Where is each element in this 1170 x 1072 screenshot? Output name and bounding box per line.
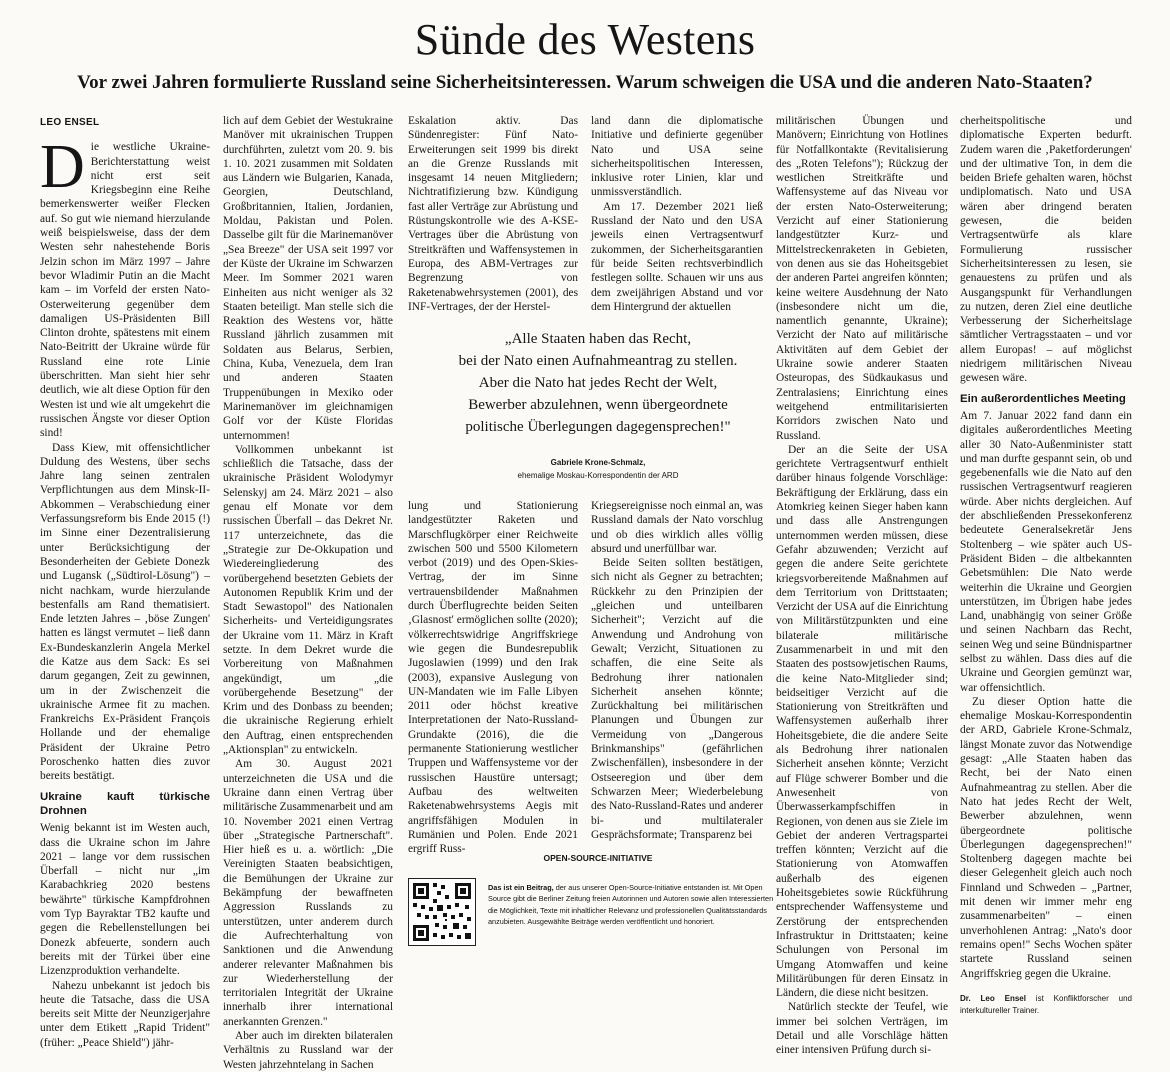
quote-text: „Alle Staaten haben das Recht, bei der Nato einen Aufnahmeantrag zu stellen. Aber die Nato hat jedes Recht der Welt, Bewerber abzulehnen, wenn übergeordnete politische Überlegungen dagegensprechen!": [458, 331, 738, 435]
column-6: [960, 114, 1132, 1015]
paragraph: cherheitspolitische und diplomatische Experten bedurft. Zudem waren die ‚Paketforderungen' und der ultimative Ton, in dem die beiden Briefe gehalten waren, höchst undiplomatisch. Nato und USA wären aber dringend beraten gewesen, die beiden Vertragsentwürfe als klare Formulierung russischer Sicherheitsinteressen zu lesen, sie genauestens zu prüfen und als Ausgangspunkt für Verhandlungen zu nutzen, deren Ziel eine deutliche Verbesserung der Sicherheitslage sämtlicher Vertragsstaaten – und vor allem Europas! – auf möglichst niedrigem militärischen Niveau gewesen wäre.: [960, 115, 1132, 385]
open-source-title: OPEN-SOURCE-INITIATIVE: [543, 853, 653, 863]
pull-quote: [408, 300, 788, 480]
paragraph: land dann die diplomatische Initiative und definierte gegenüber Nato und USA seine sicherheitspolitischen Interessen, inklusive roter Linien, klar und unmissverständlich.: [591, 115, 763, 199]
paragraph: Vollkommen unbekannt ist schließlich die Tatsache, dass der ukrainische Präsident Wolodymyr Selenskyj am 24. März 2021 – also genau elf Monate vor dem russischen Überfall – das Dekret Nr. 117 unterzeichnete, das die „Strategie zur De-Okkupation und Wiedereingliederung des vorübergehend besetzten Gebiets der Autonomen Republik Krim und der Stadt Sewastopol" des Nationalen Sicherheits- und Verteidigungsrates der Ukraine vom 11. März in Kraft setzte. In dem Dekret wurde die Vorbereitung von Maßnahmen angekündigt, um „die vorübergehende Besetzung" der Krim und des Donbass zu beenden; die ukrainische Regierung erhielt den Auftrag, einen entsprechenden „Aktionsplan" zu entwickeln.: [223, 443, 393, 757]
paragraph: Nahezu unbekannt ist jedoch bis heute die Tatsache, dass die USA bereits seit Mitte der Neunzigerjahre unter dem Etikett „Rapid Trident" (früher: „Peace Shield") jähr-: [40, 979, 210, 1049]
column-5: [776, 114, 948, 1057]
section-heading: Ein außerordentliches Meeting: [960, 392, 1126, 405]
paragraph: Aber auch im direkten bilateralen Verhältnis zu Russland war der Westen jahrzehntelang in Sachen: [223, 1030, 393, 1071]
paragraph: Dass Kiew, mit offensichtlicher Duldung des Westens, über sechs Jahre lang seinen zentralen Verpflichtungen aus dem Minsk-II-Abkommen – Verabschiedung einer Verfassungsreform bis Ende 2015 (!) im Sinne einer Dezentralisierung unter Berücksichtigung der Besonderheiten der Gebiete Donezk und Lugansk („Südtirol-Lösung") – nicht nachkam, wurde hierzulande bestenfalls am Rand thematisiert. Ende letzten Jahres – ‚böse Zungen' hatten es längst vermutet – ließ dann Ex-Bundeskanzlerin Angela Merkel die Katze aus dem Sack: Es sei darum gegangen, Zeit zu gewinnen, um in der Zwischenzeit die ukrainische Armee fit zu machen. Frankreichs Ex-Präsident François Hollande und der ehemalige Präsident der Ukraine Petro Poroschenko hatten dies zuvor bereits bestätigt.: [40, 441, 210, 783]
quote-role: ehemalige Moskau-Korrespondentin der ARD: [517, 471, 679, 480]
qr-code-icon[interactable]: [408, 878, 476, 946]
paragraph: lung und Stationierung landgestützter Raketen und Marschflugkörper einer Reichweite zwischen 500 und 5500 Kilometern verbot (2019) und des Open-Skies-Vertrag, der im Sinne vertrauensbildender Maßnahmen durch Überflugrechte beiden Seiten ‚Glasnost' ermöglichen sollte (2020); völkerrechtswidrige Angriffskriege wie gegen die Bundesrepublik Jugoslawien (1999) und den Irak (2003), expansive Auslegung von UN-Mandaten wie im Falle Libyen 2011 oder höchst kreative Interpretationen der Nato-Russland-Grundakte (2016), die die permanente Stationierung westlicher Truppen und Waffensysteme vor der russischen Haustüre untersagt; Aufbau des weltweiten Raketenabwehrsystems Aegis mit angriffsfähigen Modulen in Rumänien und Polen. Ende 2021 ergriff Russ-: [408, 500, 578, 856]
paragraph: Eskalation aktiv. Das Sündenregister: Fünf Nato-Erweiterungen seit 1999 bis direkt an die Grenze Russlands mit insgesamt 14 neuen Mitgliedern; Nichtratifizierung bzw. Kündigung fast aller Verträge zur Abrüstung und Rüstungskontrolle wie des A-KSE-Vertrages über die Abrüstung von Streitkräften und Waffensystemen in Europa, des ABM-Vertrages zur Begrenzung von Raketenabwehrsystemen (2001), des INF-Vertrages, der der Herstel-: [408, 115, 578, 313]
author-note: Dr. Leo Ensel ist Konfliktforscher und interkultureller Trainer.: [960, 993, 1132, 1015]
paragraph: Beide Seiten sollten bestätigen, sich nicht als Gegner zu betrachten; Rückkehr zu den Prinzipien der „gleichen und unteilbaren Sicherheit"; Verzicht auf die Anwendung und Androhung von Gewalt; Verzicht, Situationen zu schaffen, die eine Seite als Bedrohung ihrer nationalen Sicherheit ansehen könnte; Zurückhaltung bei militärischen Planungen und Übungen zur Vermeidung von „Dangerous Brinkmanships" (gefährlichen Zwischenfällen), insbesondere in der Ostseeregion und über dem Schwarzen Meer; Wiederbelebung des Nato-Russland-Rates und anderer bi- und multilateraler Gesprächsformate; Transparenz bei: [591, 557, 763, 841]
paragraph: lich auf dem Gebiet der Westukraine Manöver mit ukrainischen Truppen durchführten, zuletzt vom 20. 9. bis 1. 10. 2021 zusammen mit Soldaten aus Ländern wie Bulgarien, Kanada, Georgien, Deutschland, Großbritannien, Italien, Jordanien, Moldau, Pakistan und Polen. Dasselbe gilt für die Marinemanöver „Sea Breeze" der USA seit 1997 vor der Küste der Ukraine im Schwarzen Meer. Im Sommer 2021 waren Einheiten aus nicht weniger als 32 Staaten beteiligt. Man stelle sich die Reaktion des Westens vor, hätte Russland jährlich zusammen mit Soldaten aus Belarus, Serbien, China, Kuba, Venezuela, dem Iran und anderen Staaten Truppenübungen in Mexiko oder Marinemanöver im gleichnamigen Golf vor der Küste Floridas unternommen!: [223, 115, 393, 442]
column-2: [223, 114, 393, 1071]
paragraph: Natürlich steckte der Teufel, wie immer bei solchen Verträgen, im Detail und alle Vorschläge hätten einer intensiven Prüfung durch si-: [776, 1001, 948, 1057]
open-source-text: Das ist ein Beitrag, der aus unserer Open-Source-Initiative entstanden ist. Mit Open Source gibt die Berliner Zeitung freien Autorinnen und Autoren sowie allen Interessierten die Möglichkeit, Texte mit inhaltlicher Relevanz und professionellen Qualitätsstandards anzubieten. Ausgewählte Beiträge werden veröffentlicht und honoriert.: [488, 883, 774, 926]
column-3-bottom: [408, 499, 578, 856]
column-4-bottom: [591, 499, 763, 841]
byline: LEO ENSEL: [40, 117, 100, 128]
paragraph: Kriegsereignisse noch einmal an, was Russland damals der Nato vorschlug und ob dies wirklich alles völlig absurd und unerfüllbar war.: [591, 500, 763, 555]
paragraph: Zu dieser Option hatte die ehemalige Moskau-Korrespondentin der ARD, Gabriele Krone-Schmalz, längst Monate zuvor das Notwendige gesagt: „Alle Staaten haben das Recht, bei der Nato einen Aufnahmeantrag zu stellen. Aber die Nato hat jedes Recht der Welt, Bewerber abzulehnen, wenn übergeordnete politische Überlegungen dagegensprechen!" Stoltenberg dagegen machte bei dieser Gelegenheit gleich auch noch Finnland und Schweden – „Partner, mit denen wir immer mehr eng zusammenarbeiten" – einen unverhohlenen Antrag: „Nato's door remains open!" Sechs Wochen später startete Russland seinen Angriffskrieg gegen die Ukraine.: [960, 695, 1132, 980]
quote-author: Gabriele Krone-Schmalz,: [550, 458, 646, 467]
drop-cap: D: [40, 133, 85, 202]
subheadline: Vor zwei Jahren formulierte Russland seine Sicherheitsinteressen. Warum schweigen die USA und die anderen Nato-Staaten?: [77, 72, 1093, 93]
column-1: [40, 116, 210, 1049]
paragraph: Der an die Seite der USA gerichtete Vertragsentwurf enthielt darüber hinaus folgende Vorschläge: Bekräftigung der Erklärung, dass ein Atomkrieg keinen Sieger haben kann und dass alle Anstrengungen unternommen werden müssen, diese Gefahr abzuwenden; Verzicht auf gegen die andere Seite gerichtete kriegsvorbereitende Maßnahmen auf dem Territorium von Drittstaaten; Verzicht der USA auf die Einrichtung von Militärstützpunkten und eine bilaterale militärische Zusammenarbeit in und mit den Staaten des postsowjetischen Raums, die keine Nato-Mitglieder sind; beidseitiger Verzicht auf die Stationierung von Streitkräften und Waffensystemen außerhalb ihrer Hoheitsgebiete, die die andere Seite als Bedrohung ihrer nationalen Sicherheit ansehen könnte; Verzicht auf Flüge schwerer Bomber und die Anwesenheit von Überwasserkampfschiffen in Regionen, von denen aus sie Ziele im Gebiet der anderen Vertragspartei treffen könnten; Verzicht auf die Stationierung von Atomwaffen außerhalb des eigenen Hoheitsgebietes sowie Rückführung entsprechender Waffensysteme und Zerstörung der entsprechenden Infrastruktur in Drittstaaten; keine Schulungen von Personal im Umgang Atomwaffen und keine Militärübungen für deren Einsatz in Ländern, die diese nicht besitzen.: [776, 443, 948, 1000]
column-4-top: [591, 114, 763, 313]
paragraph: Wenig bekannt ist im Westen auch, dass die Ukraine schon im Jahre 2021 – lange vor dem russischen Überfall – nicht nur „im Karabachkrieg 2020 bestens bewährte" türkische Kampfdrohnen vom Typ Bayraktar TB2 kaufte und gegen die Rebellenstellungen bei Donezk abfeuerte, sondern auch bereits mit der Türkei über eine Lizenzproduktion verhandelte.: [40, 822, 210, 978]
paragraph: Am 17. Dezember 2021 ließ Russland der Nato und den USA jeweils einen Vertragsentwurf zukommen, der Sicherheitsgarantien für beide Seiten rechtsverbindlich festlegen sollte. Schauen wir uns aus dem zweijährigen Abstand und vor dem Hintergrund der aktuellen: [591, 200, 763, 313]
paragraph: Am 30. August 2021 unterzeichneten die USA und die Ukraine dann einen Vertrag über militärische Zusammenarbeit und am 10. November 2021 einen Vertrag über „Strategische Partnerschaft". Hier hieß es u. a. wörtlich: „Die Vereinigten Staaten beabsichtigen, die Bemühungen der Ukraine zur Bekämpfung der bewaffneten Aggression Russlands zu unterstützen, unter anderem durch die Aufrechterhaltung von Sanktionen und die Anwendung anderer relevanter Maßnahmen bis zur Wiederherstellung der territorialen Integrität der Ukraine innerhalb ihrer international anerkannten Grenzen.": [223, 758, 393, 1028]
paragraph: Am 7. Januar 2022 fand dann ein digitales außerordentliches Meeting aller 30 Nato-Außenminister statt und man durfte gespannt sein, ob und gegebenenfalls wie die Nato auf den russischen Vertragsentwurf reagieren würde. Aber nichts dergleichen. Auf der abschließenden Pressekonferenz bedeutete Generalsekretär Jens Stoltenberg – wie später auch US-Präsident Biden – die altbekannten Gebetsmühlen: Die Nato werde weiterhin die Ukraine und Georgien unterstützen, im Übrigen habe jedes Land, unabhängig von seiner Größe und seinen Nachbarn das Recht, seinen Weg und seine Bündnispartner selbst zu wählen. Dass dies auf die Ukraine und Georgien gemünzt war, war offensichtlich.: [960, 409, 1132, 694]
paragraph: Die westliche Ukraine-Berichterstattung weist nicht erst seit Kriegsbeginn eine Reihe bemerkenswerter weißer Flecken auf. So gut wie niemand hierzulande weiß beispielsweise, dass der dem Westen sehr nahestehende Boris Jelzin schon im März 1997 – Jahre bevor Wladimir Putin an die Macht kam – im Vorfeld der ersten Nato-Osterweiterung gegenüber dem damaligen US-Präsidenten Bill Clinton drohte, spätestens mit einem Nato-Beitritt der Ukraine würde für Russland eine rote Linie überschritten. Man sieht hier sehr deutlich, wie alt diese Option für den Westen ist und wie alt umgekehrt die russischen Ängste vor dieser Option sind!: [40, 133, 210, 440]
section-heading: Ukraine kauft türkische Drohnen: [40, 790, 210, 817]
column-3-top: [408, 114, 578, 313]
headline: Sünde des Westens: [414, 15, 756, 64]
paragraph: militärischen Übungen und Manövern; Einrichtung von Hotlines für Notfallkontakte (Revitalisierung des „Roten Telefons"); Rückzug der westlichen Streitkräfte und Waffensysteme auf das Niveau vor der ersten Nato-Osterweiterung; Verzicht auf einer Stationierung landgestützter Kurz- und Mittelstreckenraketen in Gebieten, von denen aus sie das Hoheitsgebiet der anderen Partei angreifen könnten; keine weitere Ausdehnung der Nato (insbesondere nicht um die, namentlich genannte, Ukraine); Verzicht der Nato auf militärische Aktivitäten auf dem Gebiet der Ukraine sowie anderer Staaten Osteuropas, des Südkaukasus und Zentralasiens; Einrichtung eines weitgehend entmilitarisierten Korridors zwischen Nato und Russland.: [776, 115, 948, 442]
